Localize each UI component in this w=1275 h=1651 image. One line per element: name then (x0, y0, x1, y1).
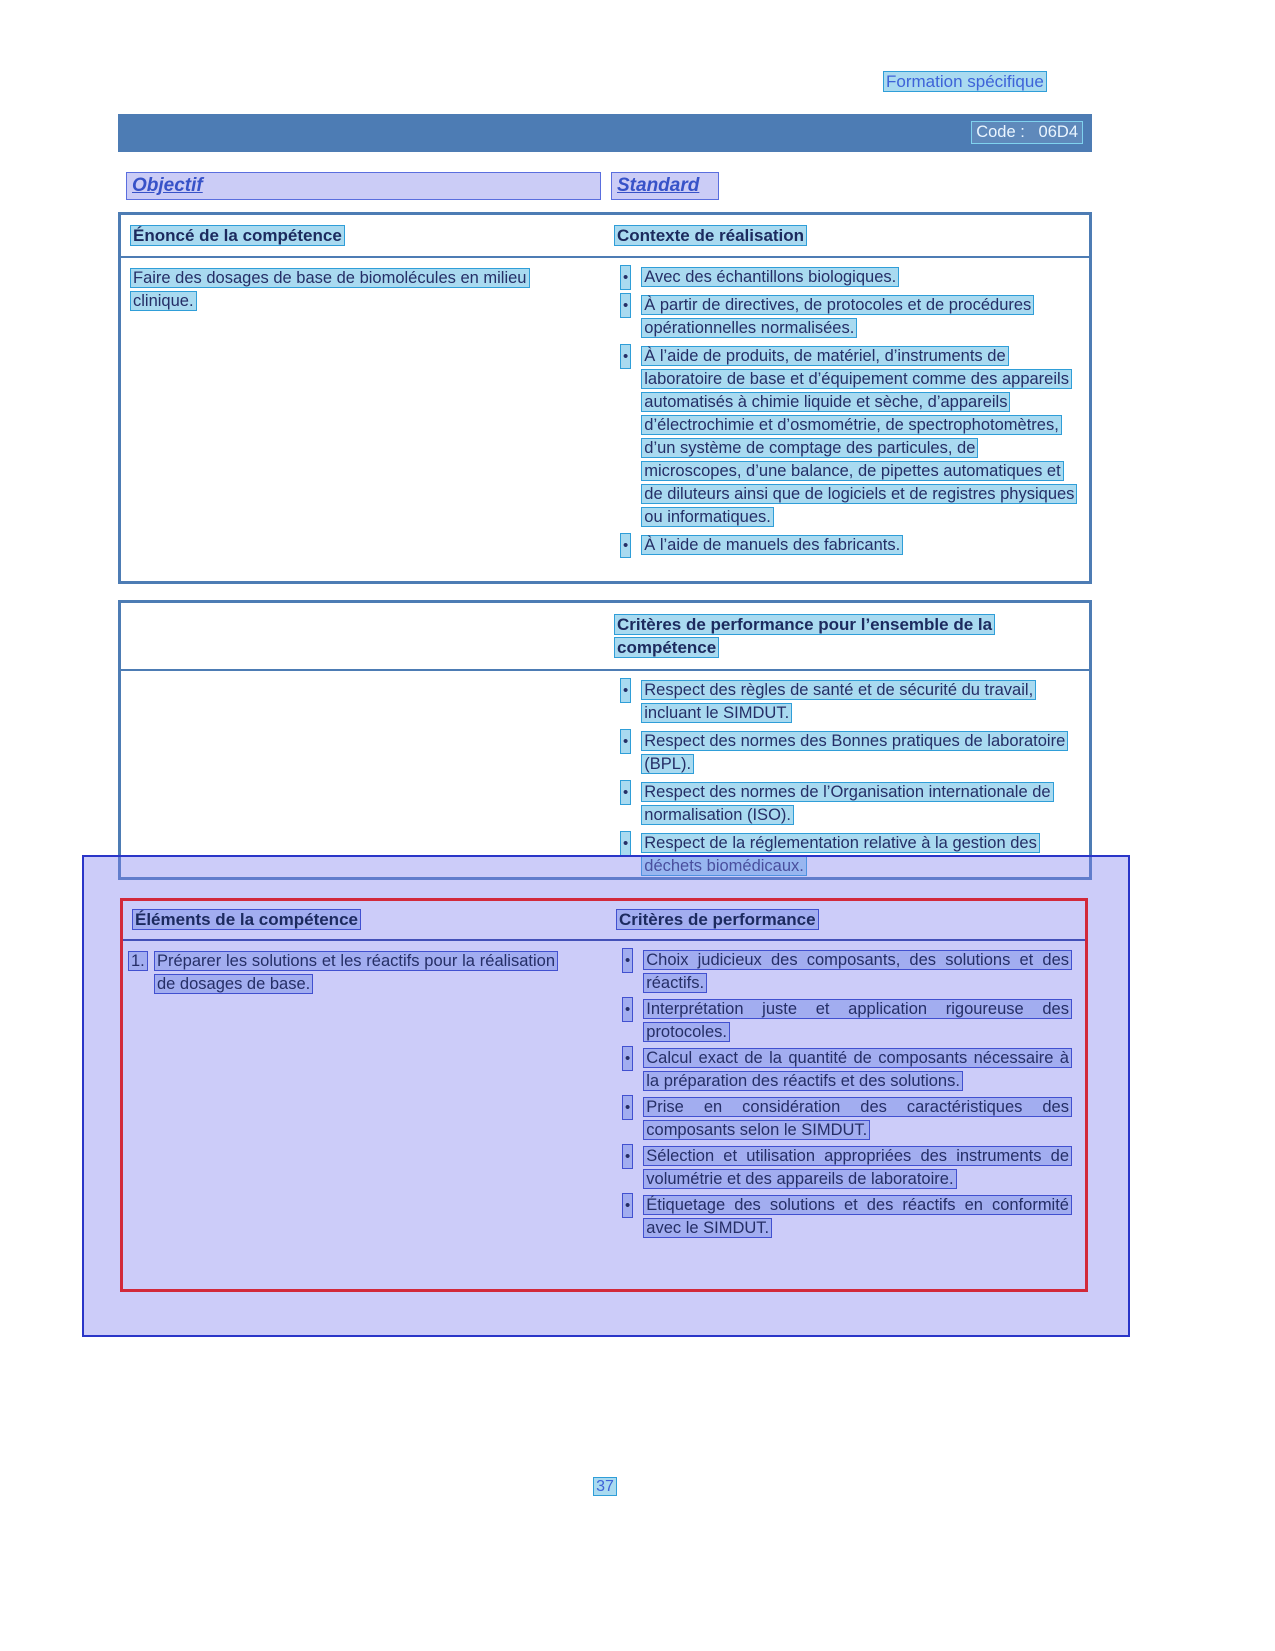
list-item-body (644, 998, 1071, 1043)
list-item-body (642, 266, 1075, 289)
enonce-table-header-row (121, 215, 1089, 258)
bullet-icon: • (621, 730, 630, 753)
page-number-text: 37 (596, 1478, 614, 1495)
contexte-list (613, 258, 1089, 562)
list-item (615, 1145, 1085, 1190)
criteres-ensemble-header-wrap (615, 613, 1007, 660)
header-note-text: Formation spécifique (886, 72, 1044, 91)
bullet-icon: • (621, 294, 630, 317)
element-item-cell (123, 941, 615, 1243)
bullet-icon: • (623, 949, 632, 972)
list-item-text: Respect des normes de l’Organisation internationale de normalisation (ISO). (644, 783, 1051, 824)
criteres-list (615, 941, 1085, 1243)
standard-heading (612, 173, 718, 199)
list-item (615, 998, 1085, 1043)
list-item-body (642, 730, 1075, 776)
bullet-icon: • (621, 832, 630, 855)
title-bar (118, 114, 1092, 152)
element-item-number-wrap (129, 950, 155, 995)
list-item (613, 294, 1089, 340)
element-item-number: 1. (131, 952, 145, 970)
bullet-icon: • (623, 1145, 632, 1168)
enonce-table-body (121, 258, 1089, 562)
criteres-ensemble-table (118, 600, 1092, 880)
page-number (118, 1478, 1092, 1496)
list-item-text: Prise en considération des caractéristiques des composants selon le SIMDUT. (646, 1098, 1069, 1139)
list-item-text: Choix judicieux des composants, des solutions et des réactifs. (646, 951, 1069, 992)
bullet-icon: • (621, 781, 630, 804)
list-item-body (644, 1047, 1071, 1092)
list-item-body (644, 1096, 1071, 1141)
criteres-ensemble-body (121, 671, 1089, 880)
enonce-header-cell (121, 224, 613, 247)
list-item-text: Sélection et utilisation appropriées des instruments de volumétrie et des appareils de laboratoire. (646, 1147, 1069, 1188)
element-item-text: Préparer les solutions et les réactifs pour la réalisation de dosages de base. (157, 952, 555, 993)
bullet-icon: • (623, 1047, 632, 1070)
elements-header-cell (123, 909, 615, 932)
list-item-body (644, 1145, 1071, 1190)
list-item-body (642, 679, 1075, 725)
element-item (129, 950, 557, 995)
list-item (613, 781, 1089, 827)
elements-table (120, 898, 1088, 1292)
list-item-text: Étiquetage des solutions et des réactifs en conformité avec le SIMDUT. (646, 1196, 1069, 1237)
competence-statement: Faire des dosages de base de biomolécules en milieu clinique. (133, 269, 527, 310)
criteres-header-text: Critères de performance (619, 909, 816, 929)
list-item (613, 534, 1089, 557)
bullet-icon: • (621, 345, 630, 368)
competence-statement-cell (121, 258, 613, 562)
list-item-text: À l’aide de manuels des fabricants. (644, 536, 901, 554)
empty-cell (121, 671, 613, 880)
bullet-icon: • (623, 998, 632, 1021)
elements-header-text: Éléments de la compétence (135, 909, 358, 929)
header-note (884, 72, 1046, 92)
enonce-table (118, 212, 1092, 584)
list-item-body (644, 949, 1071, 994)
list-item-text: Respect des normes des Bonnes pratiques de laboratoire (BPL). (644, 732, 1066, 773)
criteres-ensemble-header-text: Critères de performance pour l’ensemble de la compétence (617, 614, 993, 657)
bullet-icon: • (621, 534, 630, 557)
bullet-icon: • (623, 1096, 632, 1119)
list-item-text: Interprétation juste et application rigoureuse des protocoles. (646, 1000, 1069, 1041)
list-item (613, 266, 1089, 289)
criteres-ensemble-header-row (121, 603, 1089, 671)
contexte-header-cell (613, 224, 1089, 247)
list-item (613, 345, 1089, 529)
list-item (613, 679, 1089, 725)
list-item (615, 1194, 1085, 1239)
list-item-text: Respect de la réglementation relative à la gestion des déchets biomédicaux. (644, 834, 1037, 875)
bullet-icon: • (623, 1194, 632, 1217)
list-item-body (644, 1194, 1071, 1239)
list-item-text: Respect des règles de santé et de sécurité du travail, incluant le SIMDUT. (644, 681, 1034, 722)
list-item (615, 949, 1085, 994)
criteres-header-cell (615, 909, 1085, 932)
enonce-header-text: Énoncé de la compétence (133, 226, 342, 245)
contexte-header-text: Contexte de réalisation (617, 226, 805, 245)
objectif-heading-text: Objectif (132, 175, 203, 196)
list-item (613, 730, 1089, 776)
list-item-body (642, 781, 1075, 827)
bullet-icon: • (621, 679, 630, 702)
list-item-body (642, 345, 1075, 529)
elements-table-body (123, 941, 1085, 1243)
objectif-heading (127, 173, 600, 199)
list-item-text: Avec des échantillons biologiques. (644, 268, 897, 286)
list-item-text: Calcul exact de la quantité de composants nécessaire à la préparation des réactifs et des solutions. (646, 1049, 1069, 1090)
criteres-ensemble-list (613, 671, 1089, 880)
list-item-body (642, 534, 1075, 557)
element-item-body (155, 950, 557, 995)
code-label: Code : 06D4 (972, 122, 1082, 143)
criteres-ensemble-header-cell (613, 613, 1089, 660)
list-item (615, 1096, 1085, 1141)
list-item (615, 1047, 1085, 1092)
standard-heading-text: Standard (617, 175, 700, 196)
elements-table-header-row (123, 901, 1085, 941)
bullet-icon: • (621, 266, 630, 289)
list-item-body (642, 294, 1075, 340)
list-item-text: À l’aide de produits, de matériel, d’instruments de laboratoire de base et d’équipement comme des appareils automatisés à chimie liquide et sèche, d’appareils d’électrochimie et d’osmométrie, de spectrophotomètres, d’un système de comptage des particules, de microscopes, d’une balance, de pipettes automatiques et de diluteurs ainsi que de logiciels et de registres physiques ou informatiques. (644, 347, 1075, 526)
list-item-text: À partir de directives, de protocoles et de procédures opérationnelles normalisées. (644, 296, 1032, 337)
